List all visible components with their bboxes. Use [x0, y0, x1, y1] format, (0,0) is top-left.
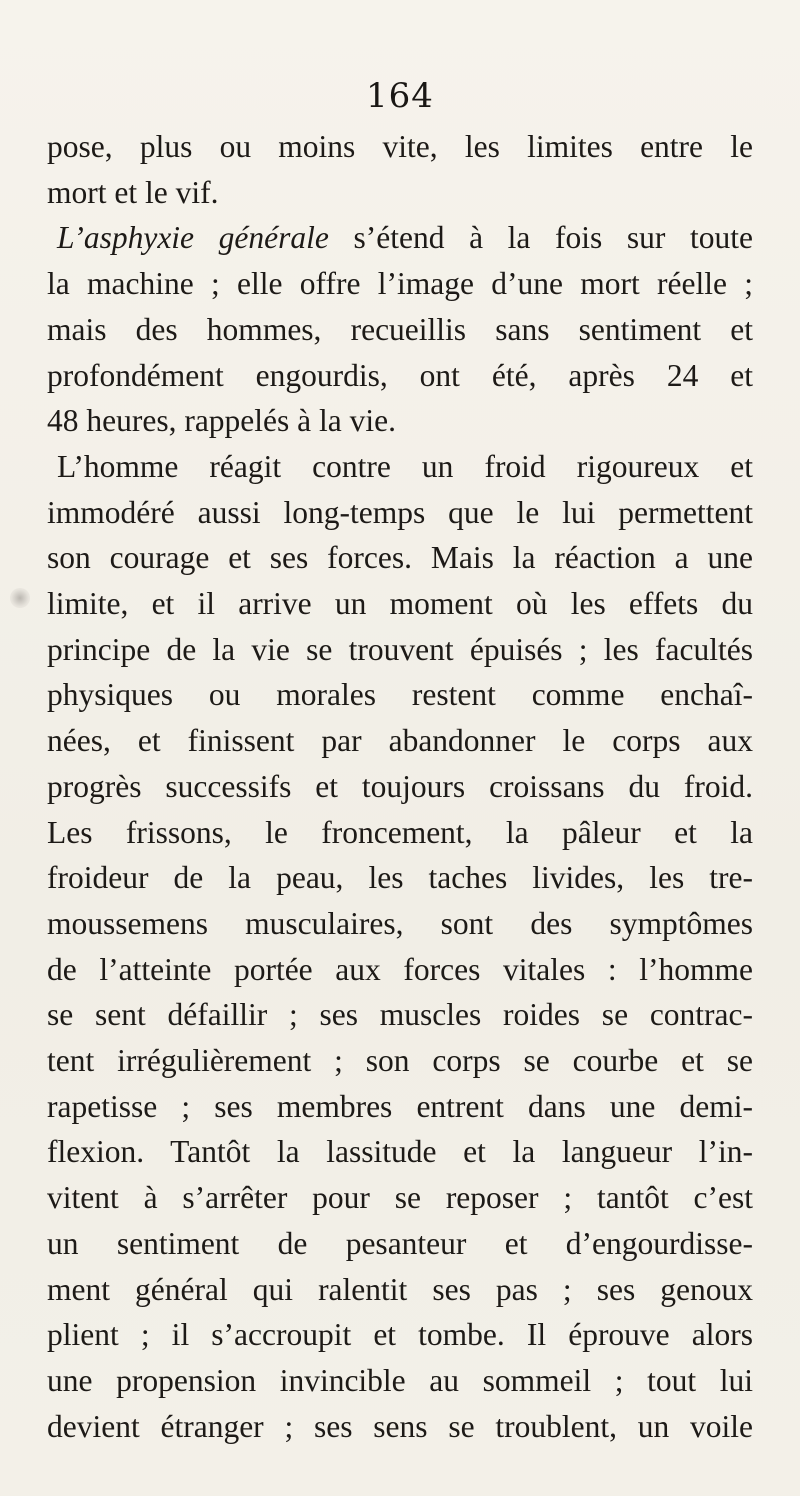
text-line	[47, 490, 753, 536]
text-line	[47, 581, 753, 627]
text-line	[47, 170, 753, 216]
text-line	[47, 124, 753, 170]
italic-term: L’asphyxie générale	[57, 220, 329, 256]
page-number: 164	[366, 76, 434, 116]
text-line	[47, 1129, 753, 1175]
text-run: se sent défaillir ; ses muscles roides se contrac-	[47, 997, 753, 1033]
ink-smudge	[10, 588, 30, 608]
text-line	[47, 810, 753, 856]
text-line	[47, 992, 753, 1038]
text-line	[47, 1038, 753, 1084]
text-run: flexion. Tantôt la lassitude et la langueur l’in-	[47, 1134, 753, 1170]
text-line	[47, 627, 753, 673]
text-run: Les frissons, le froncement, la pâleur et la	[47, 814, 753, 850]
text-run: physiques ou morales restent comme enchaî-	[47, 677, 753, 713]
text-run: moussemens musculaires, sont des symptômes	[47, 905, 753, 941]
text-run: ment général qui ralentit ses pas ; ses genoux	[47, 1271, 753, 1307]
text-run: profondément engourdis, ont été, après 24 et	[47, 357, 753, 393]
text-run: 48 heures, rappelés à la vie.	[47, 403, 396, 439]
text-run: rapetisse ; ses membres entrent dans une demi-	[47, 1088, 753, 1124]
text-run: principe de la vie se trouvent épuisés ; les facultés	[47, 631, 753, 667]
text-line	[47, 901, 753, 947]
text-run: nées, et finissent par abandonner le corps aux	[47, 723, 753, 759]
text-line	[47, 1404, 753, 1450]
text-run: devient étranger ; ses sens se troublent, un voile	[47, 1408, 753, 1444]
text-run: mort et le vif.	[47, 174, 219, 210]
text-run: froideur de la peau, les taches livides, les tre-	[47, 860, 753, 896]
text-run: vitent à s’arrêter pour se reposer ; tantôt c’est	[47, 1180, 753, 1216]
text-run: la machine ; elle offre l’image d’une mort réelle ;	[47, 266, 753, 302]
text-run: pose, plus ou moins vite, les limites entre le	[47, 129, 753, 164]
text-line	[47, 1267, 753, 1313]
body-text	[47, 124, 753, 1449]
text-line	[47, 307, 753, 353]
text-run: son courage et ses forces. Mais la réaction a une	[47, 540, 753, 576]
text-line	[47, 444, 753, 490]
text-line	[47, 353, 753, 399]
text-line	[47, 855, 753, 901]
text-run: limite, et il arrive un moment où les effets du	[47, 586, 753, 622]
text-line	[47, 947, 753, 993]
text-line	[47, 1312, 753, 1358]
text-line	[47, 1175, 753, 1221]
text-line	[47, 718, 753, 764]
text-run: une propension invincible au sommeil ; tout lui	[47, 1362, 753, 1398]
text-line	[47, 1358, 753, 1404]
text-run: de l’atteinte portée aux forces vitales : l’homme	[47, 951, 753, 987]
text-run: mais des hommes, recueillis sans sentiment et	[47, 311, 753, 347]
text-line	[47, 1084, 753, 1130]
text-line	[47, 672, 753, 718]
text-run: s’étend à la fois sur toute	[328, 220, 753, 256]
text-line	[47, 261, 753, 307]
text-line	[47, 535, 753, 581]
text-line	[47, 1221, 753, 1267]
text-run: progrès successifs et toujours croissans du froid.	[47, 768, 753, 804]
text-run: L’homme réagit contre un froid rigoureux et	[57, 448, 753, 484]
text-run: immodéré aussi long-temps que le lui permettent	[47, 494, 753, 530]
text-run: tent irrégulièrement ; son corps se courbe et se	[47, 1043, 753, 1079]
text-run: plient ; il s’accroupit et tombe. Il éprouve alors	[47, 1317, 753, 1353]
text-line	[47, 215, 753, 261]
text-run: un sentiment de pesanteur et d’engourdisse-	[47, 1225, 753, 1261]
text-line	[47, 764, 753, 810]
text-line	[47, 398, 753, 444]
